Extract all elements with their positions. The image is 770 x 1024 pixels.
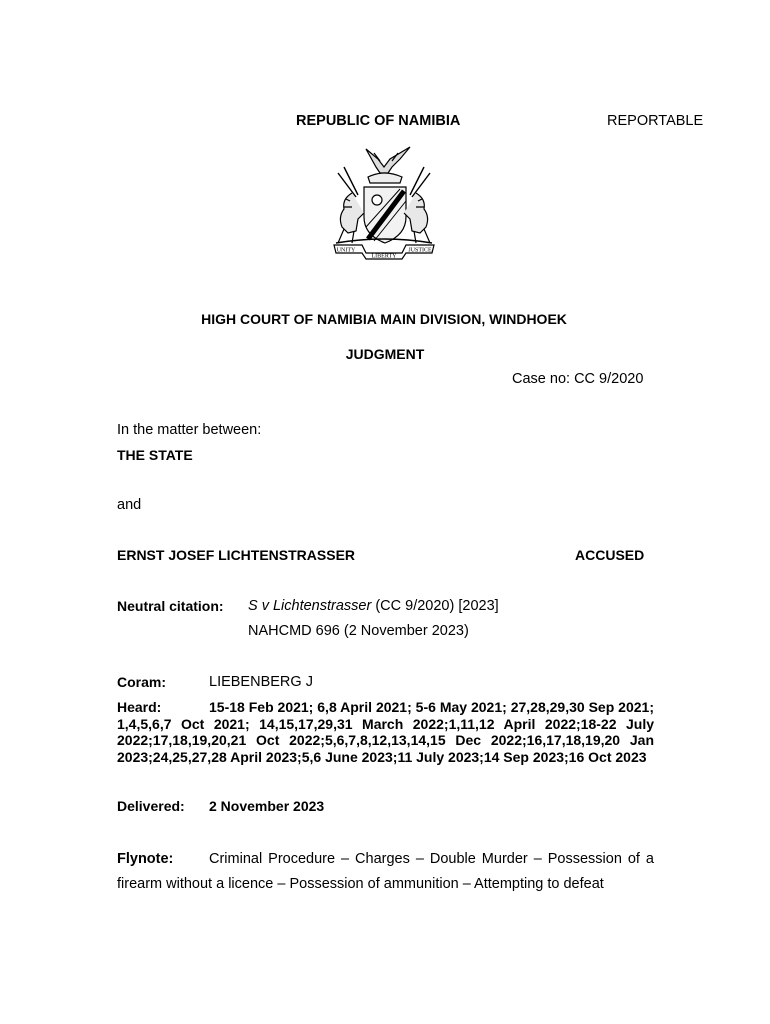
- heard-dates: [117, 699, 654, 765]
- document-type: JUDGMENT: [345, 346, 425, 362]
- reportable-label: REPORTABLE: [607, 113, 704, 129]
- heard-label: Heard:: [117, 699, 162, 715]
- delivered-label: Delivered:: [117, 798, 185, 814]
- motto-liberty: LIBERTY: [371, 253, 397, 260]
- heard-value: 15-18 Feb 2021; 6,8 April 2021; 5-6 May 2021; 27,28,29,30 Sep 2021; 1,4,5,6,7 Oct 2021; 14,15,17,29,31 March 2022;1,11,12 April 2022;18-22 July 2022;17,18,19,20,21 Oct 2022;5,6,7,8,12,13,14,15 Dec 2022;16,17,18,19,20 Jan 2023;24,25,27,28 April 2023;5,6 June 2023;11 July 2023;14 Sep 2023;16 Oct 2023: [117, 699, 654, 765]
- delivered-value: 2 November 2023: [209, 798, 325, 814]
- accused-name: ERNST JOSEF LICHTENSTRASSER: [117, 547, 356, 563]
- neutral-citation-line1: [248, 598, 499, 615]
- court-name-text: HIGH COURT OF NAMIBIA MAIN DIVISION, WINDHOEK: [201, 311, 567, 327]
- case-name: S v Lichtenstrasser: [248, 598, 372, 614]
- motto-unity: UNITY: [336, 247, 356, 254]
- party-state: THE STATE: [117, 447, 193, 463]
- coram-value: LIEBENBERG J: [209, 674, 313, 690]
- neutral-citation-label: Neutral citation:: [117, 598, 224, 614]
- country-heading: REPUBLIC OF NAMIBIA: [296, 113, 461, 129]
- neutral-citation-line2: NAHCMD 696 (2 November 2023): [248, 623, 469, 639]
- flynote-label: Flynote:: [117, 851, 174, 867]
- accused-role: ACCUSED: [575, 547, 645, 563]
- matter-intro: In the matter between:: [117, 422, 262, 438]
- party-conjunction: and: [117, 497, 142, 513]
- flynote-value: Criminal Procedure – Charges – Double Murder – Possession of a firearm without a licence – Possession of ammunition – Attempting to defeat: [117, 851, 654, 892]
- citation-rest: (CC 9/2020) [2023]: [371, 598, 499, 614]
- flynote: [117, 847, 654, 897]
- namibia-coat-of-arms-icon: [322, 143, 446, 261]
- coram-label: Coram:: [117, 674, 167, 690]
- case-number: Case no: CC 9/2020: [512, 371, 644, 387]
- motto-justice: JUSTICE: [408, 247, 432, 254]
- court-name: [0, 311, 770, 327]
